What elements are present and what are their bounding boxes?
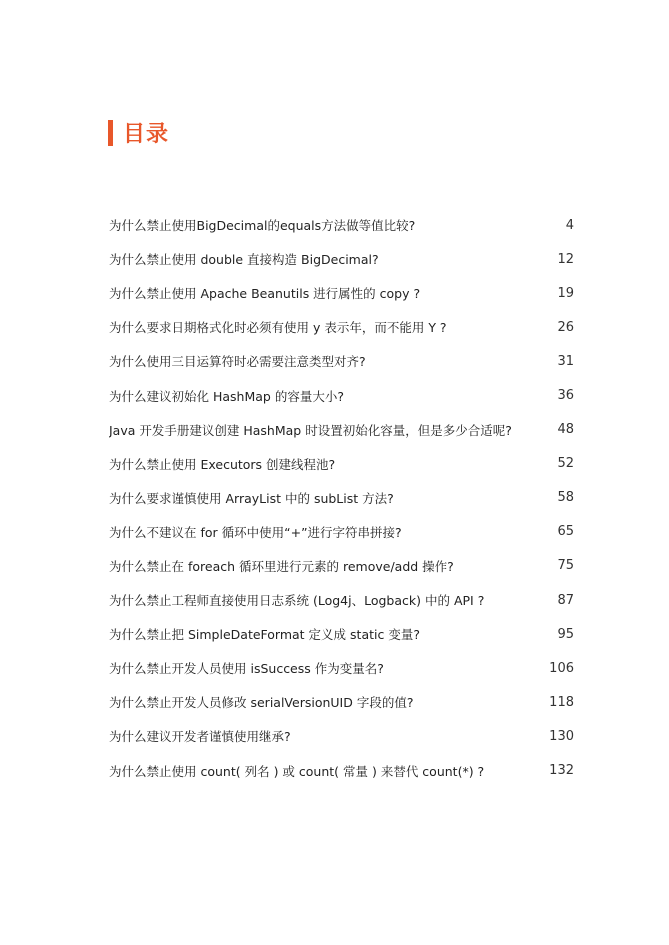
toc-entry-title: 为什么禁止工程师直接使用日志系统 (Log4j、Logback) 中的 API ? [109,593,485,609]
toc-entry[interactable] [109,413,574,447]
toc-entry-page: 58 [557,490,574,506]
toc-entry-page: 132 [549,763,574,779]
toc-entry-page: 31 [557,353,574,369]
toc-entry-title: 为什么禁止在 foreach 循环里进行元素的 remove/add 操作? [109,558,454,574]
toc-entry[interactable] [109,242,574,276]
toc-entry[interactable] [109,754,574,788]
toc-entry[interactable] [109,515,574,549]
toc-entry-title: 为什么不建议在 for 循环中使用“+”进行字符串拼接? [109,524,402,540]
toc-entry-title: 为什么禁止开发人员修改 serialVersionUID 字段的值? [109,695,414,711]
toc-entry[interactable] [109,549,574,583]
toc-entry-page: 12 [557,251,574,267]
toc-entry-title: 为什么禁止使用 double 直接构造 BigDecimal? [109,252,379,268]
toc-entry[interactable] [109,447,574,481]
toc-entry-page: 130 [549,728,574,744]
toc-entry-title: 为什么禁止使用BigDecimal的equals方法做等值比较? [109,218,416,234]
toc-entry-title: 为什么建议初始化 HashMap 的容量大小? [109,388,344,404]
toc-entry-page: 75 [557,558,574,574]
toc-entry[interactable] [109,685,574,719]
toc-entry-page: 4 [565,217,574,233]
toc-list [109,208,574,788]
toc-entry-title: 为什么要求谨慎使用 ArrayList 中的 subList 方法? [109,490,394,506]
toc-entry-title: 为什么禁止把 SimpleDateFormat 定义成 static 变量? [109,627,420,643]
toc-entry-title: 为什么建议开发者谨慎使用继承? [109,729,291,745]
toc-entry-page: 36 [557,388,574,404]
toc-entry-page: 19 [557,285,574,301]
toc-entry[interactable] [109,651,574,685]
toc-entry-page: 26 [557,319,574,335]
toc-entry[interactable] [109,583,574,617]
toc-entry-title: 为什么要求日期格式化时必须有使用 y 表示年，而不能用 Y ? [109,320,447,336]
toc-entry-title: 为什么禁止使用 Apache Beanutils 进行属性的 copy ? [109,286,421,302]
toc-entry-title: Java 开发手册建议创建 HashMap 时设置初始化容量，但是多少合适呢? [109,422,512,438]
toc-entry[interactable] [109,276,574,310]
accent-bar [108,120,113,146]
toc-entry[interactable] [109,208,574,242]
toc-header [108,117,169,148]
toc-entry[interactable] [109,344,574,378]
toc-entry-title: 为什么使用三目运算符时必需要注意类型对齐? [109,354,366,370]
toc-entry-title: 为什么禁止开发人员使用 isSuccess 作为变量名? [109,661,384,677]
toc-entry[interactable] [109,719,574,753]
toc-entry[interactable] [109,617,574,651]
toc-entry[interactable] [109,481,574,515]
toc-entry[interactable] [109,378,574,412]
toc-entry-page: 87 [557,592,574,608]
toc-entry-title: 为什么禁止使用 Executors 创建线程池? [109,456,336,472]
page-title: 目录 [123,122,170,147]
toc-entry-page: 65 [557,524,574,540]
toc-entry-page: 52 [557,456,574,472]
toc-entry-page: 48 [557,422,574,438]
toc-entry-page: 95 [557,626,574,642]
toc-entry[interactable] [109,310,574,344]
toc-entry-page: 118 [549,694,574,710]
toc-entry-page: 106 [549,660,574,676]
toc-entry-title: 为什么禁止使用 count( 列名 ) 或 count( 常量 ) 来替代 count(*) ? [109,763,485,779]
